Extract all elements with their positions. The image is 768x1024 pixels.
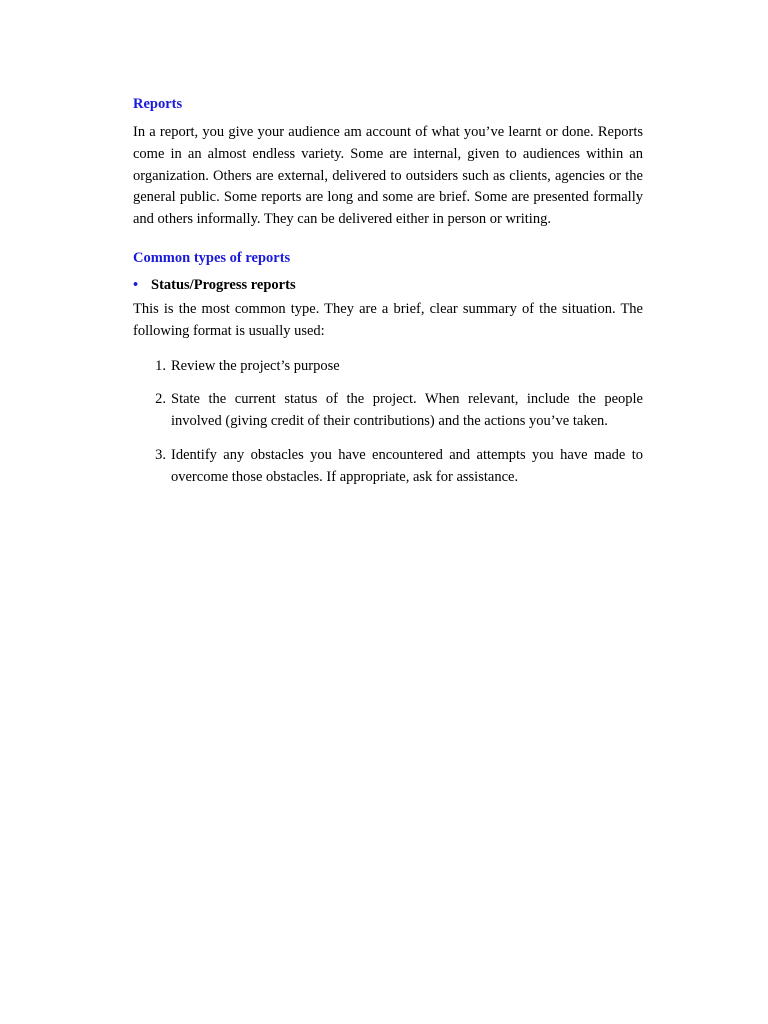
list-item-number: 1.: [155, 357, 166, 374]
status-paragraph: This is the most common type. They are a brief, clear summary of the situation. The following format is usually used:: [133, 300, 643, 339]
list-item: [133, 445, 643, 489]
list-item-text: Identify any obstacles you have encountered and attempts you have made to overcome those obstacles. If appropriate, ask for assistance.: [171, 446, 643, 485]
bullet-icon: •: [133, 276, 139, 293]
list-item-text: State the current status of the project. When relevant, include the people involved (giving credit of their contributions) and the actions you’ve taken.: [171, 391, 643, 430]
document-page: [133, 94, 643, 501]
list-item-text: Review the project’s purpose: [171, 357, 340, 374]
numbered-list: [133, 356, 643, 489]
section-heading-reports: Reports: [133, 96, 183, 112]
list-item-number: 2.: [155, 391, 166, 408]
intro-paragraph: In a report, you give your audience am account of what you’ve learnt or done. Reports come in an almost endless variety. Some are internal, given to audiences within an organization. Others are external, delivered to outsiders such as clients, agencies or the general public. Some reports are long and some are brief. Some are presented formally and others informally. They can be delivered either in person or writing.: [133, 124, 643, 228]
section-heading-common-types: Common types of reports: [133, 249, 291, 266]
list-item-number: 3.: [155, 446, 166, 463]
list-item: [133, 356, 643, 378]
list-item: [133, 389, 643, 433]
bullet-item: [133, 275, 643, 295]
bullet-label: Status/Progress reports: [151, 276, 296, 293]
